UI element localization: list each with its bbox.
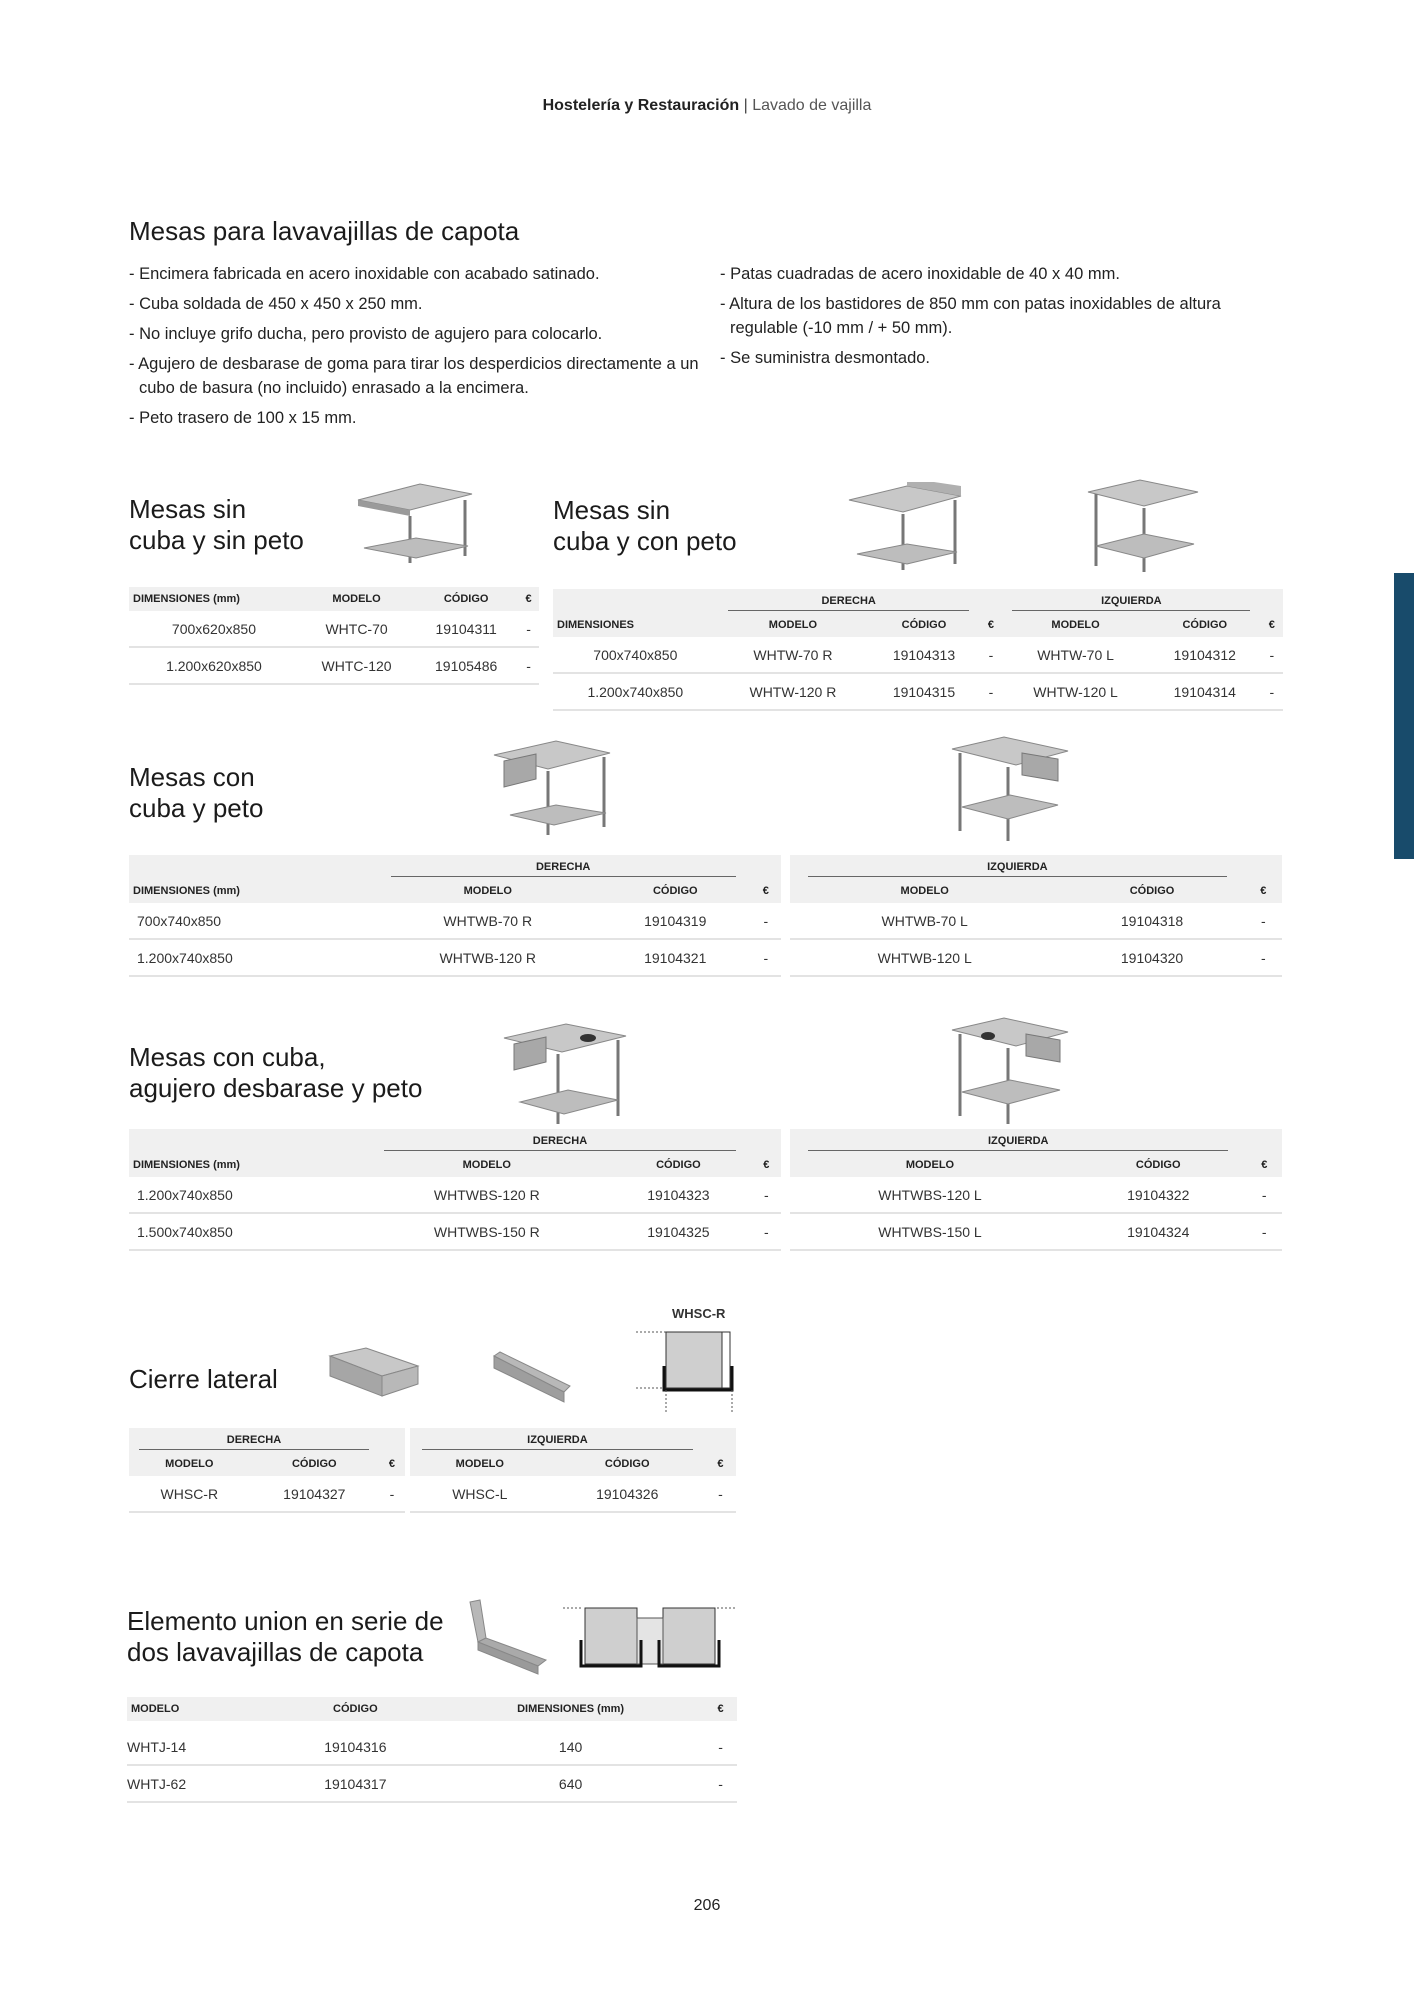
- union-element-diagram: [563, 1604, 738, 1674]
- table-row: WHTWB-120 L 19104320 -: [790, 939, 1282, 976]
- table-cuba-agujero-peto-izquierda: IZQUIERDA MODELO CÓDIGO € WHTWBS-120 L 19104322 - WHTWBS-150 L 19104324 -: [790, 1129, 1282, 1251]
- table-row: 1.200x740x850 WHTW-120 R 19104315 - WHTW-120 L 19104314 -: [553, 673, 1283, 710]
- table-sink-right-image: [490, 735, 615, 840]
- page-number: 206: [693, 1897, 721, 1914]
- table-sink-left-image: [948, 731, 1073, 843]
- side-closure-panel-image: [490, 1350, 575, 1405]
- feature-item: - Peto trasero de 100 x 15 mm.: [129, 409, 357, 427]
- table-cuba-agujero-peto-derecha: DERECHA DIMENSIONES (mm) MODELO CÓDIGO € 1.200x740x850 WHTWBS-120 R 19104323 - 1.500x740x850 WHTWBS-150 R 19104325 -: [129, 1129, 781, 1251]
- section-title-sin-cuba-con-peto: Mesas sin cuba y con peto: [553, 495, 737, 556]
- side-closure-diagram: [636, 1326, 736, 1416]
- section-title-elemento-union: Elemento union en serie de dos lavavajillas de capota: [127, 1606, 444, 1667]
- feature-item: - Encimera fabricada en acero inoxidable con acabado satinado.: [129, 265, 600, 283]
- header-section: Hostelería y Restauración: [542, 97, 740, 114]
- feature-item: - Se suministra desmontado.: [720, 349, 931, 367]
- table-backsplash-right-image: [845, 482, 965, 574]
- header-separator: |: [743, 97, 748, 114]
- main-title: Mesas para lavavajillas de capota: [129, 216, 520, 246]
- header-subsection: Lavado de vajilla: [752, 97, 872, 114]
- features-right: [720, 262, 1260, 376]
- section-title-sin-cuba-sin-peto: Mesas sin cuba y sin peto: [129, 494, 304, 555]
- section-title-cierre-lateral: Cierre lateral: [129, 1364, 278, 1394]
- table-con-cuba-peto-izquierda: IZQUIERDA MODELO CÓDIGO € WHTWB-70 L 19104318 - WHTWB-120 L 19104320 -: [790, 855, 1282, 977]
- feature-item: - Altura de los bastidores de 850 mm con patas inoxidables de altura regulable (-10 mm / + 50 mm).: [720, 295, 1221, 337]
- table-row: WHTWBS-120 L 19104322 -: [790, 1177, 1282, 1213]
- table-con-cuba-peto-derecha: DERECHA DIMENSIONES (mm) MODELO CÓDIGO € 700x740x850 WHTWB-70 R 19104319 - 1.200x740x850 WHTWB-120 R 19104321 -: [129, 855, 781, 977]
- table-row: WHTJ-14 19104316 140 -: [127, 1729, 737, 1765]
- table-sin-cuba-sin-peto: DIMENSIONES (mm) MODELO CÓDIGO € 700x620x850 WHTC-70 19104311 - 1.200x620x850 WHTC-120 19105486 -: [129, 587, 539, 685]
- union-element-image: [466, 1598, 551, 1678]
- table-row: 1.200x740x850 WHTWBS-120 R 19104323 -: [129, 1177, 781, 1213]
- table-row: 1.200x740x850 WHTWB-120 R 19104321 -: [129, 939, 781, 976]
- feature-item: - Patas cuadradas de acero inoxidable de 40 x 40 mm.: [720, 265, 1120, 283]
- table-row: 700x740x850 WHTWB-70 R 19104319 -: [129, 903, 781, 939]
- feature-item: - Cuba soldada de 450 x 450 x 250 mm.: [129, 295, 423, 313]
- side-closure-image: [326, 1346, 421, 1411]
- page-header: [0, 97, 1414, 115]
- table-row: 700x740x850 WHTW-70 R 19104313 - WHTW-70 L 19104312 -: [553, 637, 1283, 673]
- features-left: [129, 262, 699, 436]
- table-row: WHSC-L 19104326 -: [410, 1476, 736, 1512]
- table-elemento-union: MODELO CÓDIGO DIMENSIONES (mm) € WHTJ-14 19104316 140 - WHTJ-62 19104317 640 -: [127, 1697, 737, 1803]
- table-sink-hole-right-image: [500, 1018, 630, 1128]
- feature-item: - No incluye grifo ducha, pero provisto de agujero para colocarlo.: [129, 325, 603, 343]
- table-cierre-lateral-derecha: DERECHA MODELO CÓDIGO € WHSC-R 19104327 -: [129, 1428, 405, 1513]
- section-title-con-cuba-y-peto: Mesas con cuba y peto: [129, 762, 264, 823]
- table-row: WHTWB-70 L 19104318 -: [790, 903, 1282, 939]
- feature-item: - Agujero de desbarase de goma para tirar los desperdicios directamente a un cubo de basura (no incluido) enrasado a la encimera.: [129, 355, 699, 397]
- table-row: WHTJ-62 19104317 640 -: [127, 1765, 737, 1802]
- table-row: 1.200x620x850 WHTC-120 19105486 -: [129, 647, 539, 684]
- table-cierre-lateral-izquierda: IZQUIERDA MODELO CÓDIGO € WHSC-L 19104326 -: [410, 1428, 736, 1513]
- table-plain-image: [350, 478, 475, 568]
- section-title-cuba-agujero-peto: Mesas con cuba, agujero desbarase y peto: [129, 1042, 423, 1103]
- table-row: WHTWBS-150 L 19104324 -: [790, 1213, 1282, 1250]
- table-sin-cuba-con-peto: DERECHA IZQUIERDA DIMENSIONES MODELO CÓDIGO € MODELO CÓDIGO € 700x740x850 WHTW-70 R 19104313 - WHTW-70 L 19104312 - 1.200x740x850 WHTW-120 R 19104315 - WHTW-120 L 19104314 -: [553, 589, 1283, 711]
- chapter-tab: [1394, 573, 1414, 859]
- table-backsplash-left-image: [1082, 476, 1202, 574]
- table-sink-hole-left-image: [948, 1012, 1073, 1127]
- table-row: WHSC-R 19104327 -: [129, 1476, 405, 1512]
- diagram-label: WHSC-R: [672, 1306, 726, 1321]
- table-row: 1.500x740x850 WHTWBS-150 R 19104325 -: [129, 1213, 781, 1250]
- table-row: 700x620x850 WHTC-70 19104311 -: [129, 611, 539, 647]
